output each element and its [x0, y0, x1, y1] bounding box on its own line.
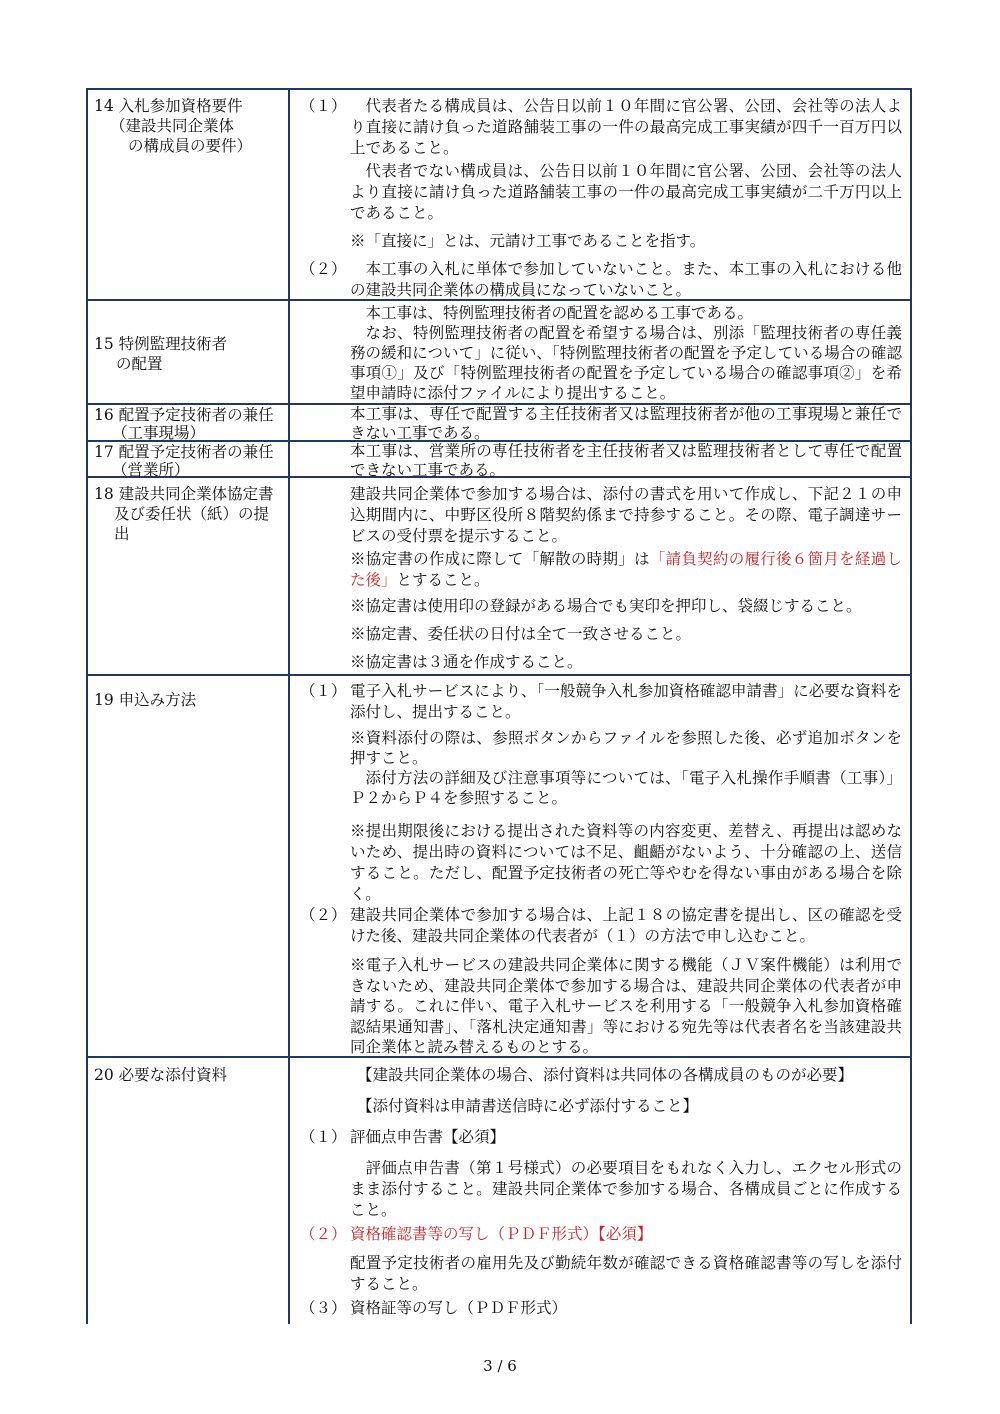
row-divider-18-19	[86, 674, 912, 676]
table-left-border	[86, 88, 88, 1324]
section-19-paragraph-3: 建設共同企業体で参加する場合は、上記１８の協定書を提出し、区の確認を受けた後、建設共同企業体の代表者が（１）の方法で申し込むこと。	[350, 906, 902, 945]
section-18-label-3: 出	[114, 525, 130, 543]
section-20-item-2-heading: 資格確認書等の写し（ＰＤＦ形式）【必須】	[350, 1225, 653, 1243]
section-18-note-3: ※協定書、委任状の日付は全て一致させること。	[350, 625, 692, 643]
section-19-item-2-number: （２）	[300, 906, 347, 924]
section-14-label-1: 14 入札参加資格要件	[94, 97, 243, 115]
section-19-paragraph-2: 添付方法の詳細及び注意事項等については、「電子入札操作手順書（工事）」Ｐ２からＰ４を参照すること。	[350, 769, 902, 807]
section-17-label-2: （営業所）	[112, 461, 190, 479]
section-14-paragraph-2: 代表者でない構成員は、公告日以前１０年間に官公署、公団、会社等の法人より直接に請け負った道路舗装工事の一件の最高完成工事実績が二千万円以上であること。	[350, 162, 902, 222]
section-18-note-1-a: ※協定書の作成に際して「解散の時期」は	[350, 550, 650, 568]
section-20-item-2-paragraph: 配置予定技術者の雇用先及び勤続年数が確認できる資格確認書等の写しを添付すること。	[350, 1254, 902, 1293]
section-14-item-2-number: （２）	[300, 260, 347, 278]
section-17-paragraph: 本工事は、営業所の専任技術者を主任技術者又は監理技術者として専任で配置できない工事である。	[350, 442, 902, 479]
section-18-note-1-highlight: 「請負契約の履行後６箇月を経過した後」	[350, 550, 902, 589]
section-17-label-1: 17 配置予定技術者の兼任	[94, 443, 274, 461]
section-18-note-1-b: とすること。	[396, 571, 490, 589]
section-20-note-2: 【添付資料は申請書送信時に必ず添付すること】	[357, 1097, 699, 1115]
section-18-label-1: 18 建設共同企業体協定書	[94, 485, 274, 503]
section-19-label-1: 19 申込み方法	[94, 691, 197, 709]
section-18-label-2: 及び委任状（紙）の提	[114, 505, 270, 523]
section-18-note-4: ※協定書は３通を作成すること。	[350, 653, 583, 671]
section-14-label-3: の構成員の要件）	[128, 137, 253, 155]
section-20-item-1-paragraph: 評価点申告書（第１号様式）の必要項目をもれなく入力し、エクセル形式のまま添付すること。建設共同企業体で参加する場合、各構成員ごとに作成すること。	[350, 1159, 902, 1219]
section-20-item-2-number: （２）	[300, 1225, 347, 1243]
section-14-label-2: （建設共同企業体	[110, 117, 235, 135]
section-18-note-2: ※協定書は使用印の登録がある場合でも実印を押印し、袋綴じすること。	[350, 597, 862, 615]
table-top-border	[86, 88, 912, 90]
section-20-item-1-heading: 評価点申告書【必須】	[350, 1128, 506, 1146]
section-18-note-1	[350, 549, 902, 591]
section-15-label-2: の配置	[116, 355, 163, 373]
section-18-paragraph-1: 建設共同企業体で参加する場合は、添付の書式を用いて作成し、下記２１の申込期間内に、中野区役所８階契約係まで持参すること。その際、電子調達サービスの受付票を提示すること。	[350, 485, 902, 545]
section-14-note: ※「直接に」とは、元請け工事であることを指す。	[350, 232, 706, 250]
section-15-paragraph-2: なお、特例監理技術者の配置を希望する場合は、別添「監理技術者の専任義務の緩和について」に従い、「特例監理技術者の配置を予定している場合の確認事項①」及び「特例監理技術者の配置を予定している場合の確認事項②」を希望申請時に添付ファイルにより提出すること。	[350, 324, 902, 402]
section-19-note-2: ※提出期限後における提出された資料等の内容変更、差替え、再提出は認めないため、提出時の資料については不足、齟齬がないよう、十分確認の上、送信すること。ただし、配置予定技術者の死亡等やむを得ない事由がある場合を除く。	[350, 822, 902, 903]
page-number: 3 / 6	[483, 1357, 517, 1375]
section-16-paragraph: 本工事は、専任で配置する主任技術者又は監理技術者が他の工事現場と兼任できない工事である。	[350, 405, 902, 442]
section-20-item-3-number: （３）	[300, 1299, 347, 1317]
section-14-paragraph-1: 代表者たる構成員は、公告日以前１０年間に官公署、公団、会社等の法人より直接に請け負った道路舗装工事の一件の最高完成工事実績が四千一百万円以上であること。	[350, 97, 902, 157]
section-20-label-1: 20 必要な添付資料	[94, 1066, 228, 1084]
section-16-label-1: 16 配置予定技術者の兼任	[94, 406, 274, 424]
table-right-border	[910, 88, 912, 1324]
section-20-note-1: 【建設共同企業体の場合、添付資料は共同体の各構成員のものが必要】	[357, 1066, 854, 1084]
section-14-item-1-number: （１）	[300, 97, 347, 115]
section-19-item-1-number: （１）	[300, 682, 347, 700]
section-19-note-3: ※電子入札サービスの建設共同企業体に関する機能（ＪＶ案件機能）は利用できないため、建設共同企業体で参加する場合は、建設共同企業体の代表者が申請する。これに伴い、電子入札サービスを利用する「一般競争入札参加資格確認結果通知書」、「落札決定通知書」等における宛先等は代表者名を当該建設共同企業体と読み替えるものとする。	[350, 956, 902, 1056]
section-20-item-1-number: （１）	[300, 1128, 347, 1146]
section-19-paragraph-1: 電子入札サービスにより、「一般競争入札参加資格確認申請書」に必要な資料を添付し、提出すること。	[350, 682, 902, 721]
section-15-label-1: 15 特例監理技術者	[94, 335, 228, 353]
section-14-paragraph-3: 本工事の入札に単体で参加していないこと。また、本工事の入札における他の建設共同企業体の構成員になっていないこと。	[350, 260, 902, 299]
section-15-paragraph-1: 本工事は、特例監理技術者の配置を認める工事である。	[365, 304, 754, 322]
section-19-note-1: ※資料添付の際は、参照ボタンからファイルを参照した後、必ず追加ボタンを押すこと。	[350, 729, 902, 767]
section-20-item-3-heading: 資格証等の写し（ＰＤＦ形式）	[350, 1299, 568, 1317]
section-16-label-2: （工事現場）	[112, 424, 206, 442]
